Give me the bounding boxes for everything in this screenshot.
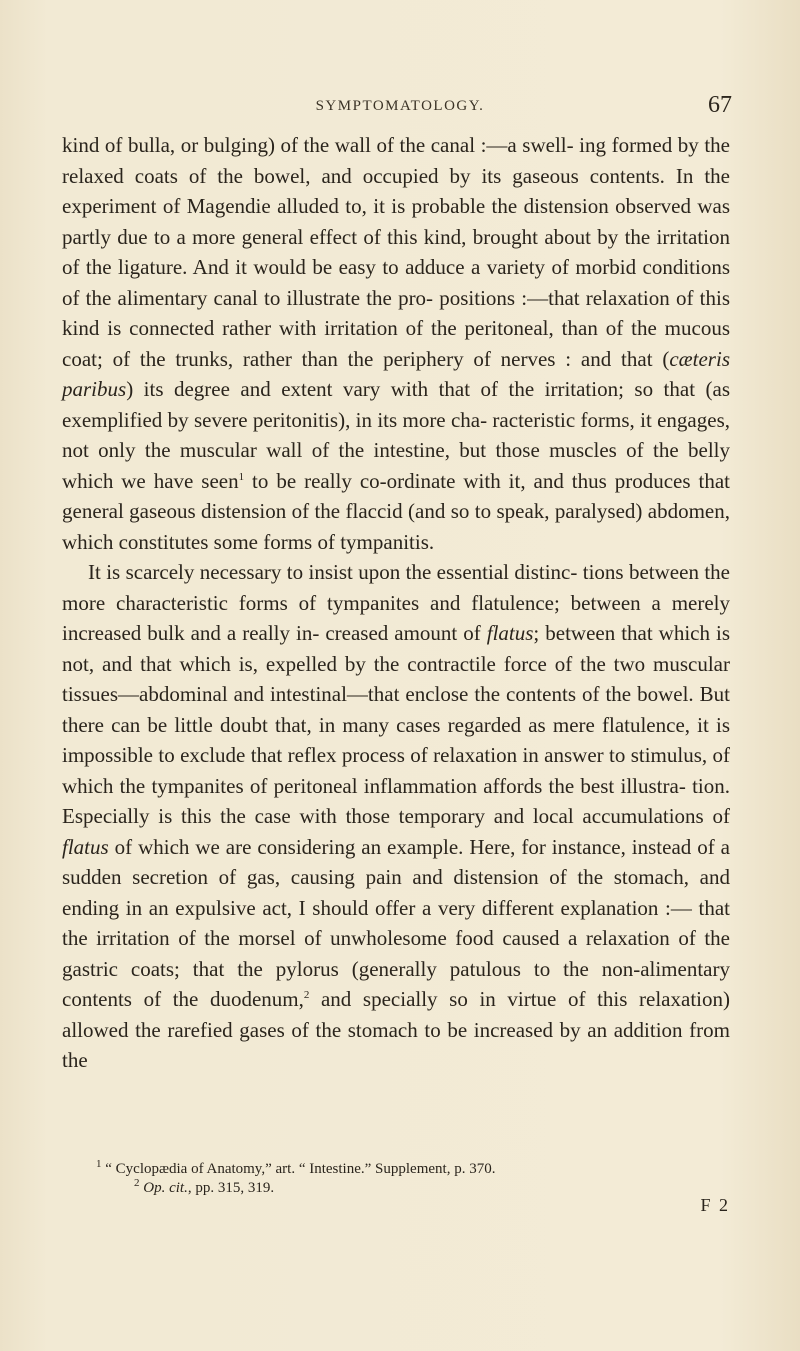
paragraph-1	[62, 130, 730, 557]
text-run: ) its degree and extent vary with that of the irritation; so that (as exemplified by severe peritonitis), in its more cha- racteristic forms, it engages, not only the muscular wall of the intestine, but those muscles of the belly which we have seen	[62, 377, 730, 493]
text-run: It is scarcely necessary to insist upon the essential distinc- tions between the more characteristic forms of tympanites and flatulence; between a merely increased bulk and a really in- creased amount of	[62, 560, 730, 645]
footnote-2	[96, 1179, 716, 1198]
footnote-mark: 1	[96, 1158, 102, 1170]
body-text	[62, 130, 730, 1076]
footnote-text: , pp. 315, 319.	[187, 1180, 275, 1196]
text-run: and specially so in virtue of this relaxation) allowed the rarefied gases of the stomach to be increased by an addition from the	[62, 987, 730, 1072]
signature-mark: F 2	[700, 1195, 730, 1215]
footnote-1	[96, 1160, 716, 1179]
page-header	[0, 92, 800, 122]
page-number: 67	[708, 92, 732, 118]
italic-run: cæteris paribus	[62, 346, 730, 401]
footnote-text: “ Cyclopædia of Anatomy,” art. “ Intestine.” Supplement, p. 370.	[101, 1161, 496, 1177]
footnote-mark: 2	[134, 1177, 140, 1189]
footnote-ref-2: 2	[303, 989, 310, 1001]
running-head: SYMPTOMATOLOGY.	[315, 98, 485, 114]
italic-run: flatus	[62, 834, 109, 859]
footnote-italic: Op. cit.	[143, 1180, 188, 1196]
italic-run: flatus	[486, 621, 534, 645]
text-run: of which we are considering an example. Here, for instance, instead of a sudden secretion of gas, causing pain and distension of the stomach, and ending in an expulsive act, I should offer a very different explanation :— that the irritation of the morsel of unwholesome food caused a relaxation of the gastric coats; that the pylorus (generally patulous to the non-alimentary contents of the duodenum,	[62, 834, 730, 1011]
footnote-ref-1: 1	[238, 470, 245, 483]
paragraph-2	[62, 557, 730, 1076]
text-run: to be really co-ordinate with it, and thus produces that general gaseous distension of the flaccid (and so to speak, paralysed) abdomen, which constitutes some forms of tympanitis.	[62, 468, 730, 554]
text-run: kind of bulla, or bulging) of the wall of the canal :—a swell- ing formed by the relaxed coats of the bowel, and occupied by its gaseous contents. In the experiment of Magendie alluded to, it is probable the distension observed was partly due to a more general effect of this kind, brought about by the irritation of the ligature. And it would be easy to adduce a variety of morbid conditions of the alimentary canal to illustrate the pro- positions :—that relaxation of this kind is connected rather with irritation of the peritoneal, than of the mucous coat; of the trunks, rather than the periphery of nerves : and that (	[62, 133, 730, 371]
text-run: ; between that which is not, and that which is, expelled by the contractile force of the two muscular tissues—abdominal and intestinal—that enclose the contents of the bowel. But there can be little doubt that, in many cases regarded as mere flatulence, it is impossible to exclude that reflex process of relaxation in answer to stimulus, of which the tympanites of peritoneal inflammation affords the best illustra- tion. Especially is this the case with those temporary and local accumulations of	[62, 621, 730, 828]
footnotes	[96, 1160, 716, 1198]
